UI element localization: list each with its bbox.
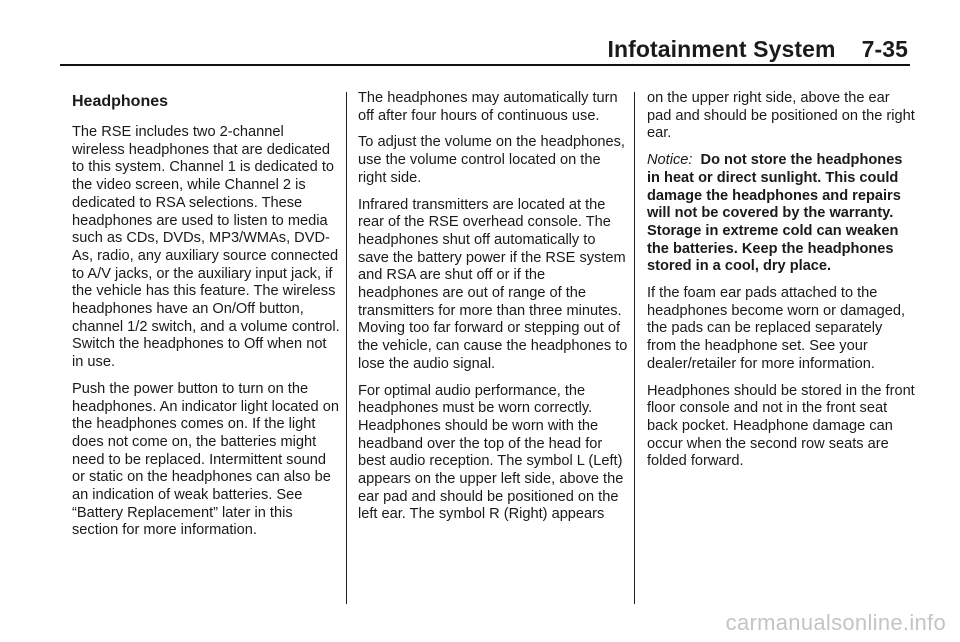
paragraph: on the upper right side, above the ear pad and should be positioned on the right ear. [647, 90, 915, 142]
column-3 [647, 90, 915, 480]
column-2 [358, 90, 628, 533]
paragraph: The RSE includes two 2-channel wireless headphones that are dedicated to this system. Channel 1 is dedicated to the video screen, while Channel 2 is dedicated to RSA selections. These headphones are used to listen to media such as CDs, DVDs, MP3/WMAs, DVD-As, radio, any auxiliary source connected to A/V jacks, or the auxiliary input jack, if the vehicle has this feature. The wireless headphones have an On/Off button, channel 1/2 switch, and a volume control. Switch the headphones to Off when not in use. [72, 124, 340, 371]
page-number: 7-35 [861, 36, 908, 62]
section-title: Infotainment System [607, 36, 836, 62]
column-divider [634, 92, 635, 604]
paragraph: If the foam ear pads attached to the headphones become worn or damaged, the pads can be replaced separately from the headphone set. See your dealer/retailer for more information. [647, 285, 905, 372]
page-header [607, 36, 908, 63]
header-rule [60, 64, 910, 66]
paragraph: Push the power button to turn on the headphones. An indicator light located on the headphones comes on. If the light does not come on, the batteries might need to be replaced. Intermittent sound or static on the headphones can also be an indication of weak batteries. See “Battery Replacement” later in this section for more information. [72, 380, 339, 539]
paragraph: For optimal audio performance, the headphones must be worn correctly. Headphones should be worn with the headband over the top of the head for best audio reception. The symbol L (Left) appears on the upper left side, above the ear pad and should be positioned on the left ear. The symbol R (Right) appears [358, 382, 624, 523]
notice-text: Do not store the headphones in heat or direct sunlight. This could damage the headphones and repairs will not be covered by the warranty. Storage in extreme cold can weaken the batteries. Keep the headphones stored in a cool, dry place. [647, 152, 903, 275]
watermark: carmanualsonline.info [725, 610, 946, 635]
column-1 [72, 90, 340, 549]
paragraph: Infrared transmitters are located at the rear of the RSE overhead console. The headphones shut off automatically to save the battery power if the RSE system and RSA are shut off or if the headphones are out of range of the transmitters for more than three minutes. Moving too far forward or stepping out of the vehicle, can cause the headphones to lose the audio signal. [358, 196, 628, 372]
paragraph: Headphones should be stored in the front floor console and not in the front seat back pocket. Headphone damage can occur when the second row seats are folded forward. [647, 382, 915, 470]
column-divider [346, 92, 347, 604]
notice-label: Notice: [647, 152, 693, 169]
notice-paragraph [647, 152, 915, 276]
paragraph: To adjust the volume on the headphones, use the volume control located on the right side. [358, 134, 625, 186]
paragraph: The headphones may automatically turn off after four hours of continuous use. [358, 90, 618, 124]
section-heading: Headphones [72, 93, 169, 110]
